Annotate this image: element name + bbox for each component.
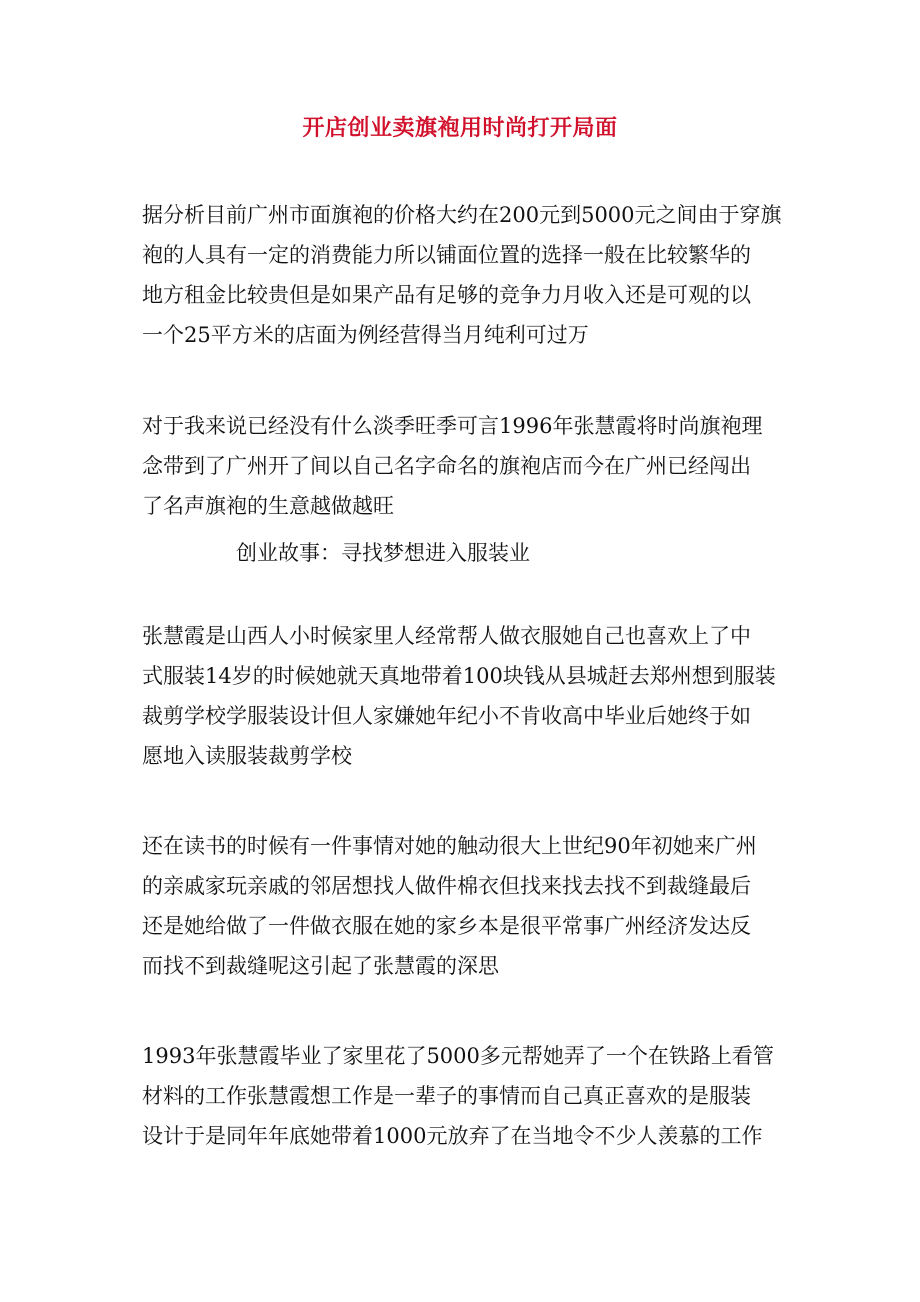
paragraph-line: 愿地入读服装裁剪学校 — [142, 744, 352, 768]
paragraph-4 — [142, 826, 782, 986]
paragraph-3 — [142, 616, 782, 776]
paragraph-5 — [142, 1036, 782, 1156]
section-subheading: 创业故事：寻找梦想进入服装业 — [236, 541, 530, 565]
paragraph-line: 材料的工作张慧霞想工作是一辈子的事情而自己真正喜欢的是服装 — [142, 1084, 751, 1108]
paragraph-line: 地方租金比较贵但是如果产品有足够的竞争力月收入还是可观的以 — [142, 283, 751, 307]
paragraph-line: 对于我来说已经没有什么淡季旺季可言1996年张慧霞将时尚旗袍理 — [142, 414, 763, 438]
paragraph-line: 张慧霞是山西人小时候家里人经常帮人做衣服她自己也喜欢上了中 — [142, 624, 751, 648]
paragraph-line: 据分析目前广州市面旗袍的价格大约在200元到5000元之间由于穿旗 — [142, 203, 782, 227]
paragraph-line: 了名声旗袍的生意越做越旺 — [142, 494, 394, 518]
paragraph-line: 还是她给做了一件做衣服在她的家乡本是很平常事广州经济发达反 — [142, 914, 751, 938]
paragraph-line: 一个25平方米的店面为例经营得当月纯利可过万 — [142, 323, 589, 347]
paragraph-2 — [142, 406, 782, 526]
paragraph-line: 袍的人具有一定的消费能力所以铺面位置的选择一般在比较繁华的 — [142, 243, 751, 267]
page-title: 开店创业卖旗袍用时尚打开局面 — [302, 115, 618, 141]
paragraph-line: 念带到了广州开了间以自己名字命名的旗袍店而今在广州已经闯出 — [142, 454, 751, 478]
paragraph-line: 而找不到裁缝呢这引起了张慧霞的深思 — [142, 954, 499, 978]
paragraph-line: 式服装14岁的时候她就天真地带着100块钱从县城赶去郑州想到服装 — [142, 664, 776, 688]
paragraph-line: 裁剪学校学服装设计但人家嫌她年纪小不肯收高中毕业后她终于如 — [142, 704, 751, 728]
paragraph-1 — [142, 195, 782, 355]
paragraph-line: 设计于是同年年底她带着1000元放弃了在当地令不少人羡慕的工作 — [142, 1124, 763, 1148]
paragraph-line: 还在读书的时候有一件事情对她的触动很大上世纪90年初她来广州 — [142, 834, 757, 858]
paragraph-line: 的亲戚家玩亲戚的邻居想找人做件棉衣但找来找去找不到裁缝最后 — [142, 874, 751, 898]
paragraph-line: 1993年张慧霞毕业了家里花了5000多元帮她弄了一个在铁路上看管 — [142, 1044, 774, 1068]
